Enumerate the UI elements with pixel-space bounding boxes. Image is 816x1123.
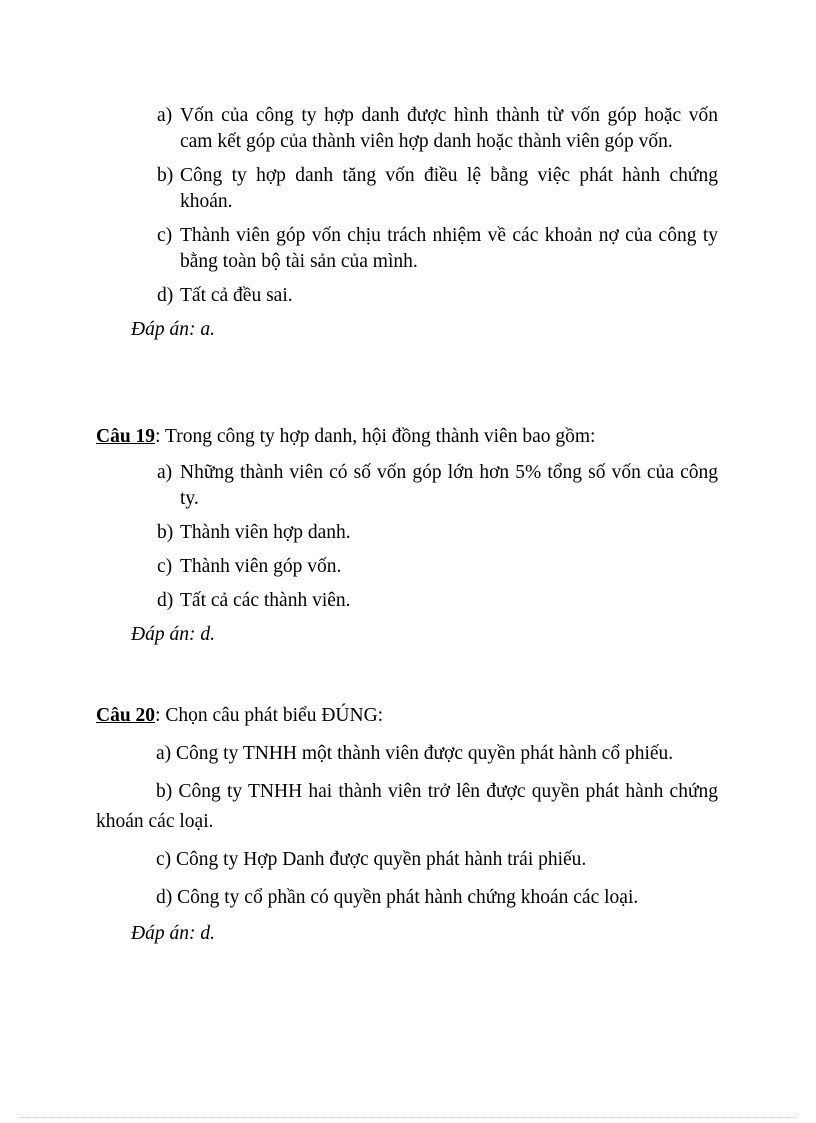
q19-option-d <box>0 588 718 614</box>
question-20-heading <box>96 703 816 729</box>
q19-option-c <box>0 554 718 580</box>
option-text: Công ty Hợp Danh được quyền phát hành trái phiếu. <box>176 849 587 870</box>
question-20 <box>0 703 816 947</box>
q19-option-a <box>0 460 718 512</box>
q20-option-c <box>96 845 718 875</box>
option-label: a) <box>157 462 173 483</box>
q20-answer: Đáp án: d. <box>131 923 215 944</box>
page-bottom-divider <box>20 1117 796 1118</box>
option-text: Tất cả đều sai. <box>180 285 293 306</box>
intro-option-list <box>0 103 816 343</box>
option-label: c) <box>157 225 173 246</box>
option-text: Tất cả các thành viên. <box>180 590 351 611</box>
option-label: d) <box>156 887 173 908</box>
question-19-heading <box>96 424 816 450</box>
option-text: Vốn của công ty hợp danh được hình thành từ vốn góp hoặc vốn cam kết góp của thành viên hợp danh hoặc thành viên góp vốn. <box>180 105 718 152</box>
q20-option-b <box>96 777 718 837</box>
q19-answer: Đáp án: d. <box>131 624 215 645</box>
intro-option-c <box>0 223 718 275</box>
option-label: b) <box>156 781 173 802</box>
option-text: Công ty cổ phần có quyền phát hành chứng khoán các loại. <box>177 887 639 908</box>
intro-answer: Đáp án: a. <box>131 319 215 340</box>
q19-option-b <box>0 520 718 546</box>
option-label: b) <box>157 165 174 186</box>
option-text: Những thành viên có số vốn góp lớn hơn 5% tổng số vốn của công ty. <box>180 462 718 509</box>
q20-option-a <box>96 739 718 769</box>
option-label: c) <box>157 556 173 577</box>
option-text: Thành viên góp vốn chịu trách nhiệm về các khoản nợ của công ty bằng toàn bộ tài sản của mình. <box>180 225 718 272</box>
q20-option-d <box>96 883 718 913</box>
option-text: Công ty TNHH hai thành viên trở lên được quyền phát hành chứng khoán các loại. <box>96 781 719 832</box>
question-stem: : Chọn câu phát biểu ĐÚNG: <box>155 705 384 726</box>
option-label: a) <box>156 743 172 764</box>
option-text: Công ty TNHH một thành viên được quyền phát hành cổ phiếu. <box>176 743 674 764</box>
option-label: a) <box>157 105 173 126</box>
option-label: c) <box>156 849 172 870</box>
question-stem: : Trong công ty hợp danh, hội đồng thành viên bao gồm: <box>155 426 596 447</box>
option-text: Thành viên hợp danh. <box>180 522 351 543</box>
intro-option-a <box>0 103 718 155</box>
option-text: Thành viên góp vốn. <box>180 556 342 577</box>
intro-option-b <box>0 163 718 215</box>
option-label: b) <box>157 522 174 543</box>
question-number: Câu 20 <box>96 705 156 726</box>
intro-option-d <box>0 283 718 309</box>
option-label: d) <box>157 590 174 611</box>
option-label: d) <box>157 285 174 306</box>
question-number: Câu 19 <box>96 426 156 447</box>
question-19 <box>0 424 816 648</box>
option-text: Công ty hợp danh tăng vốn điều lệ bằng việc phát hành chứng khoán. <box>180 165 718 212</box>
